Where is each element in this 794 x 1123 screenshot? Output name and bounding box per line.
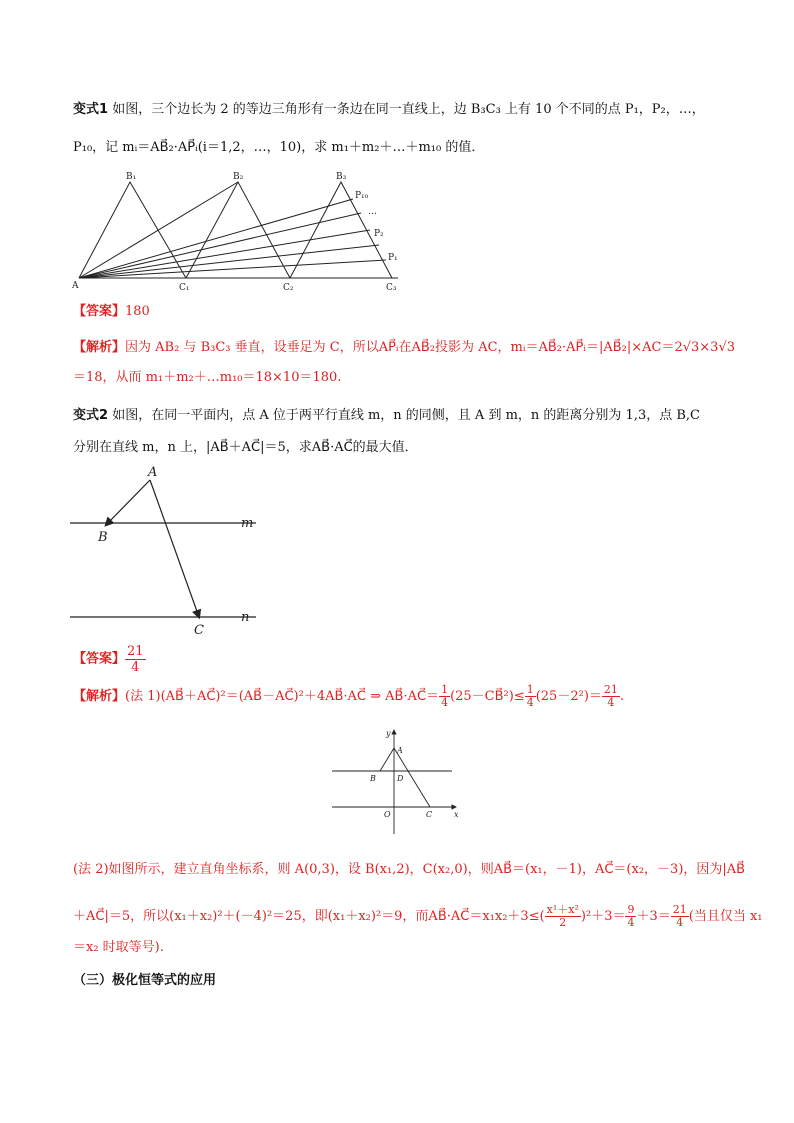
answer-numerator: 21 [127,644,144,659]
label-C: C [194,623,204,638]
coord-label-O: O [384,810,391,819]
m2-frac1-den: 2 [559,916,567,929]
segment-AP1 [79,260,386,278]
method1-frac3 [602,684,620,709]
m2-frac2-den: 4 [627,916,635,929]
segment-AP9 [79,213,361,278]
variant1-statement-line2: P₁₀，记 mᵢ＝AB⃗₂·AP⃗ᵢ(i＝1,2，…，10)，求 m₁＋m₂＋…＋m₁₀ 的值． [73,140,485,155]
variant2-parallel-lines-figure [70,462,270,642]
label-dots: … [368,207,377,217]
frac2-num: 1 [526,683,534,696]
m2-frac3-num: 21 [672,903,687,916]
frac1-den: 4 [441,696,449,709]
variant2-method2-line3: ＝x₂ 时取等号). [73,940,164,955]
variant2-statement-line1 [73,408,700,424]
variant1-statement-line1 [73,102,705,118]
analysis-label: 【解析】 [73,340,126,355]
method1-part-c: (25－2²)＝ [535,689,602,704]
label-B2: B₂ [233,172,244,182]
section3-heading: （三）极化恒等式的应用 [73,973,217,988]
frac3-den: 4 [607,696,615,709]
label-B3: B₃ [336,172,347,182]
method1-part-a: (法 1)(AB⃗＋AC⃗)²＝(AB⃗－AC⃗)²＋4AB⃗·AC⃗ ⇒ AB⃗·AC⃗＝ [125,689,440,704]
label-m: m [241,516,254,531]
label-P2: P₂ [374,229,384,239]
variant2-label: 变式2 [73,408,109,423]
label-C2: C₂ [283,283,294,293]
segment-AP3 [79,230,370,278]
vector-AC [150,480,199,617]
variant1-triangles-figure [68,168,408,298]
variant1-analysis-line2: ＝18，从而 m₁＋m₂＋…m₁₀＝18×10＝180. [73,370,342,385]
method2-part-b: )²＋3＝ [580,909,626,924]
label-C1: C₁ [179,283,190,293]
variant2-answer [73,644,146,675]
variant2-method1 [73,684,624,709]
coord-label-C: C [426,810,433,819]
label-C3: C₃ [386,283,397,293]
variant2-statement-line2: 分别在直线 m，n 上，|AB⃗＋AC⃗|＝5，求AB⃗·AC⃗的最大值． [73,440,418,455]
answer-denominator: 4 [131,660,140,675]
variant1-answer [73,304,150,320]
frac1-num: 1 [441,683,449,696]
answer-fraction [125,644,146,675]
method1-frac2 [525,684,536,709]
m2-frac3-den: 4 [676,916,684,929]
method2-part-c: ＋3＝ [636,909,671,924]
variant1-text-line1: 如图，三个边长为 2 的等边三角形有一条边在同一直线上，边 B₃C₃ 上有 10 个不同的点 P₁，P₂，…， [112,102,705,117]
method1-end: . [619,689,625,704]
coord-label-x: x [454,810,459,819]
triangle-2 [186,182,290,278]
label-P1: P₁ [388,253,398,263]
triangle-1 [79,182,186,278]
m2-frac1-num: x¹＋x² [546,903,579,916]
method2-part-a: ＋AC⃗|＝5，所以(x₁＋x₂)²＋(－4)²＝25，即(x₁＋x₂)²＝9，而AB⃗·AC⃗＝x₁x₂＋3≤( [73,909,545,924]
segment-AP10 [79,199,353,278]
method2-part-d: (当且仅当 x₁ [688,909,763,924]
variant2-text-line1: 如图，在同一平面内，点 A 位于两平行直线 m，n 的同侧，且 A 到 m，n 的距离分别为 1,3，点 B,C [112,408,700,423]
variant2-method2-line1: (法 2)如图所示，建立直角坐标系，则 A(0,3)，设 B(x₁,2)，C(x₂,0)，则AB⃗＝(x₁，－1)，AC⃗＝(x₂，－3)，因为|AB⃗ [73,862,746,877]
label-B1: B₁ [126,172,137,182]
coord-label-B: B [370,774,376,783]
answer-label: 【答案】 [73,304,126,319]
variant2-method2-line2 [73,904,763,929]
variant1-analysis-line1 [73,340,735,356]
variant1-label: 变式1 [73,102,109,117]
method2-frac2 [625,904,636,929]
vector-AB [106,480,150,525]
frac2-den: 4 [526,696,534,709]
analysis-text-line1: 因为 AB₂ 与 B₃C₃ 垂直，设垂足为 C，所以AP⃗ᵢ在AB⃗₂投影为 AC，mᵢ＝AB⃗₂·AP⃗ᵢ＝|AB⃗₂|×AC＝2√3×3√3 [125,340,736,355]
label-B: B [98,530,108,545]
coordinate-figure [326,726,466,836]
method1-frac1 [439,684,450,709]
analysis-label-2: 【解析】 [73,689,126,704]
coord-label-A: A [397,746,403,755]
label-P10: P₁₀ [355,191,369,201]
m2-frac2-num: 9 [627,903,635,916]
label-A: A [72,281,79,291]
label-n: n [241,610,250,625]
segment-AB-coord [380,748,394,771]
method2-frac1 [545,904,581,929]
segment-AP2 [79,245,379,278]
frac3-num: 21 [603,683,618,696]
coord-label-y: y [386,729,391,738]
label-A2: A [148,465,158,480]
method2-frac3 [671,904,689,929]
answer-value: 180 [125,304,150,319]
answer-label-2: 【答案】 [73,651,126,667]
coord-label-D: D [397,774,404,783]
method1-part-b: (25－CB⃗²)≤ [450,689,525,704]
